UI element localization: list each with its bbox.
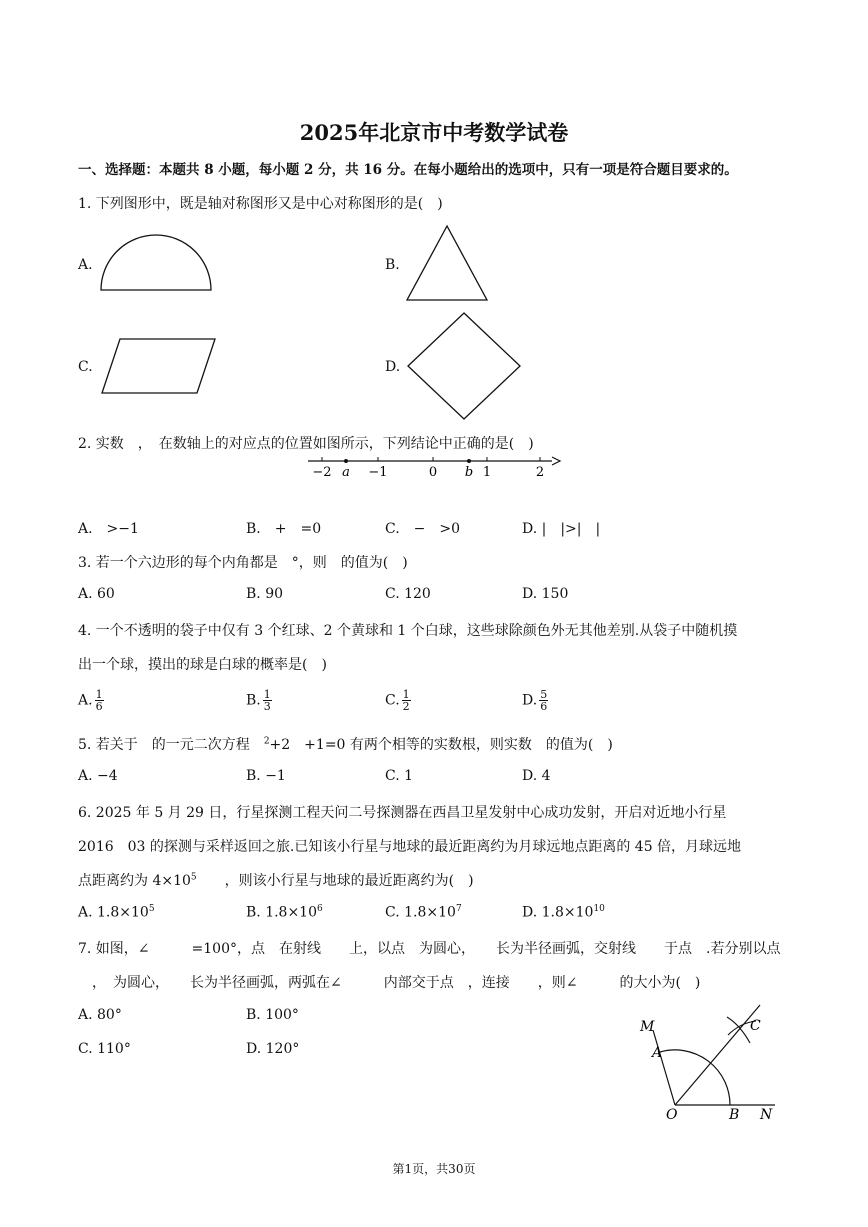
q5-option-b: B. −1 (246, 768, 286, 784)
q3-option-a: A. 60 (78, 586, 115, 602)
q2-option-c: C. − >0 (385, 521, 461, 537)
fig-label-a: A (652, 1045, 663, 1061)
question-6-line1: 6. 2025 年 5 月 29 日，行星探测工程天问二号探测器在西昌卫星发射中心成功发射，开启对近地小行星 (78, 805, 727, 821)
question-4-stem-line1: 4. 一个不透明的袋子中仅有 3 个红球、2 个黄球和 1 个白球，这些球除颜色外无其他差别.从袋子中随机摸 (78, 623, 738, 639)
q2-option-b: B. + =0 (246, 521, 322, 537)
parallelogram-figure (102, 339, 215, 393)
q1-option-a-label: A. (78, 257, 93, 273)
axis-label-1: 1 (482, 465, 492, 480)
q7-option-d: D. 120° (246, 1041, 300, 1057)
question-3-stem: 3. 若一个六边形的每个内角都是 °，则 的值为( ) (78, 555, 408, 571)
fig-label-b: B (729, 1107, 740, 1123)
q3-option-c: C. 120 (385, 586, 431, 602)
rhombus-figure (408, 313, 520, 419)
q4-option-d: D. $\frac{5}{6}$ (522, 688, 548, 713)
q6-option-a: A. $1.8\times 10^5$ (78, 904, 155, 921)
q1-figures (0, 0, 868, 430)
q7-option-c: C. 110° (78, 1041, 131, 1057)
q3-option-b: B. 90 (246, 586, 284, 602)
question-7-line2: ， 为圆心， 长为半径画弧，两弧在∠ 内部交于点 ，连接 ，则∠ 的大小为( ) (78, 975, 701, 991)
q1-option-d-label: D. (385, 359, 401, 375)
question-6-line3: 点距离约为 $4\times 10^5$ ，则该小行星与地球的最近距离约为( ) (78, 872, 474, 889)
q5-option-d: D. 4 (522, 768, 551, 784)
axis-label-2: 2 (535, 465, 545, 480)
q6-option-b: B. $1.8\times 10^6$ (246, 904, 323, 921)
q7-option-a: A. 80° (78, 1007, 122, 1023)
fig-label-n: N (760, 1107, 773, 1123)
question-7-line1: 7. 如图，∠ =100°，点 在射线 上，以点 为圆心， 长为半径画弧，交射线 于点 .若分别以点 (78, 941, 781, 957)
q4-option-a: A. $\frac{1}{6}$ (78, 688, 103, 713)
q4-option-b: B. $\frac{1}{3}$ (246, 688, 271, 713)
q5-option-c: C. 1 (385, 768, 414, 784)
fig-label-m: M (640, 1019, 655, 1035)
q3-option-d: D. 150 (522, 586, 569, 602)
number-line-figure (300, 450, 570, 484)
axis-label-neg2: −2 (312, 465, 332, 480)
page-title: 2025年北京市中考数学试卷 (299, 120, 569, 145)
question-1-stem: 1. 下列图形中，既是轴对称图形又是中心对称图形的是( ) (78, 196, 443, 212)
axis-label-0: 0 (428, 465, 438, 480)
q6-option-d: D. $1.8\times 10^{10}$ (522, 904, 605, 921)
q1-option-c-label: C. (78, 359, 93, 375)
angle-construction-figure (630, 995, 790, 1125)
fig-label-o: O (666, 1107, 678, 1123)
question-6-line2: 2016 03 的探测与采样返回之旅.已知该小行星与地球的最近距离约为月球远地点距离的 45 倍，月球远地 (78, 839, 742, 855)
section-heading: 一、选择题：本题共 8 小题，每小题 2 分，共 16 分。在每小题给出的选项中，只有一项是符合题目要求的。 (78, 162, 738, 178)
question-2-stem: 2. 实数 ， 在数轴上的对应点的位置如图所示，下列结论中正确的是( ) (78, 436, 534, 452)
axis-label-neg1: −1 (368, 465, 388, 480)
page-footer: 第1页，共30页 (392, 1162, 476, 1176)
q1-option-b-label: B. (385, 257, 400, 273)
q2-option-a: A. >−1 (78, 521, 139, 537)
axis-label-b: b (464, 465, 474, 480)
q4-option-c: C. $\frac{1}{2}$ (385, 688, 410, 713)
q5-option-a: A. −4 (78, 768, 118, 784)
triangle-figure (407, 226, 487, 300)
axis-label-a: a (342, 465, 350, 480)
question-5-stem: 5. 若关于 的一元二次方程 $^2$+2 +1=0 有两个相等的实数根，则实数 的值为( ) (78, 736, 613, 753)
fig-label-c: C (750, 1018, 761, 1034)
semicircle-figure (101, 235, 211, 290)
q7-option-b: B. 100° (246, 1007, 299, 1023)
question-4-stem-line2: 出一个球，摸出的球是白球的概率是( ) (78, 657, 327, 673)
q2-option-d: D. | |>| | (522, 521, 601, 537)
q6-option-c: C. $1.8\times 10^7$ (385, 904, 462, 921)
